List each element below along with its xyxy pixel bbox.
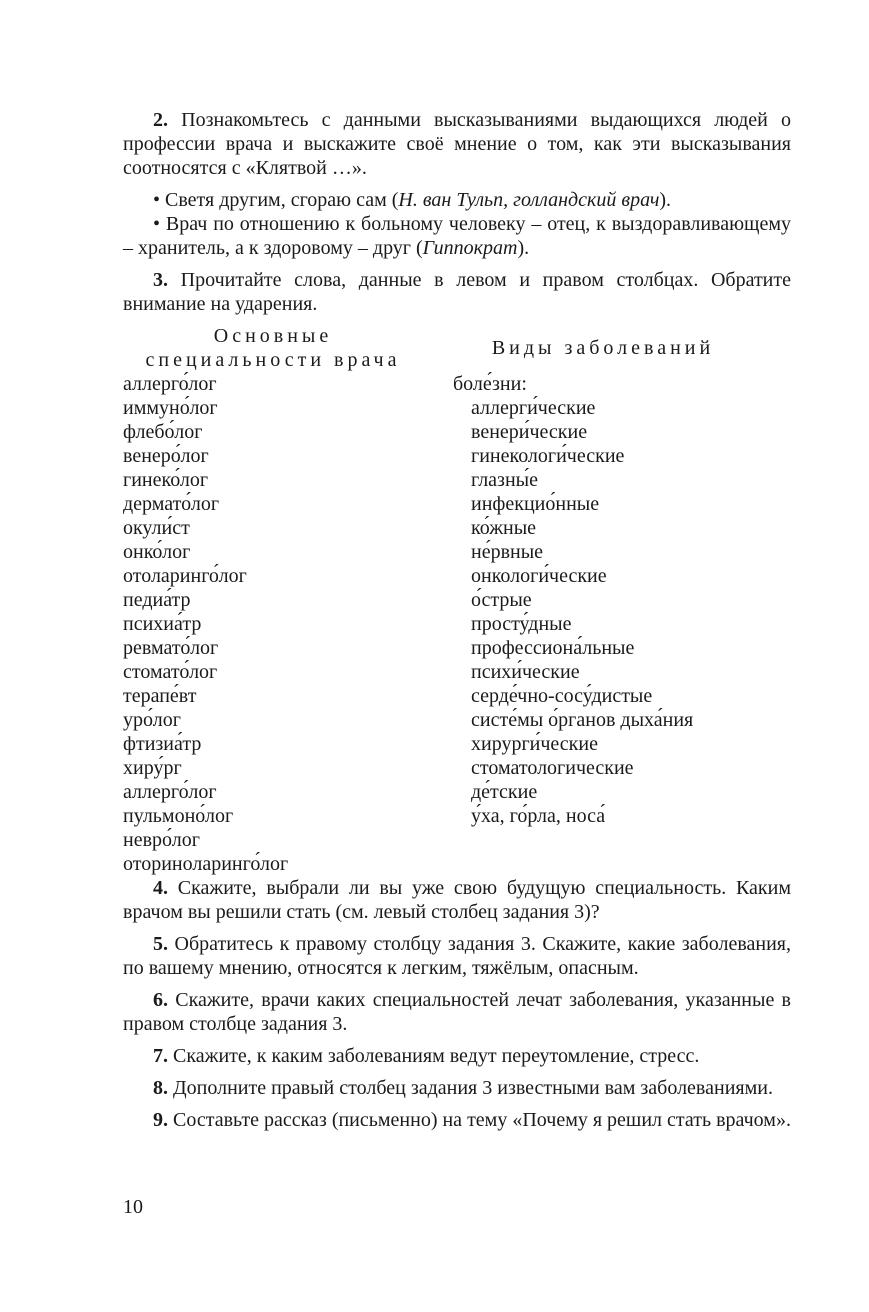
page-number: 10 bbox=[123, 1196, 143, 1218]
list-item: пульмоно́лог bbox=[123, 805, 234, 827]
task-2 bbox=[123, 108, 791, 180]
quote-author: Гиппократ bbox=[422, 237, 518, 259]
task-text: Скажите, выбрали ли вы уже свою будущую специальность. Каким врачом вы решили стать (см. левый столбец задания 3)? bbox=[123, 877, 792, 923]
list-item: венеро́лог bbox=[123, 445, 209, 467]
diseases-list bbox=[453, 396, 693, 828]
list-item: глазны́е bbox=[471, 469, 538, 491]
quote-text: • Врач по отношению к больному человеку – отец, к выздоравливающему – хранитель, а к здоровому – друг ( bbox=[123, 213, 791, 259]
task-number: 3. bbox=[153, 269, 168, 291]
right-column-heading: Виды заболеваний bbox=[491, 337, 715, 359]
diseases-intro: боле́зни: bbox=[453, 373, 527, 395]
task-6 bbox=[123, 988, 791, 1036]
diseases-block bbox=[453, 372, 693, 828]
list-item: не́рвные bbox=[471, 541, 544, 563]
list-item: психи́ческие bbox=[471, 661, 580, 683]
list-item: окули́ст bbox=[123, 517, 190, 539]
list-item: флебо́лог bbox=[123, 421, 203, 443]
list-item: иммуно́лог bbox=[123, 397, 218, 419]
task-7 bbox=[123, 1044, 791, 1068]
task-number: 9. bbox=[153, 1109, 168, 1131]
list-item: онко́лог bbox=[123, 541, 191, 563]
list-item: невро́лог bbox=[123, 829, 200, 851]
list-item: уро́лог bbox=[123, 709, 181, 731]
quote-item bbox=[123, 188, 791, 212]
task-text: Дополните правый столбец задания 3 известными вам заболеваниями. bbox=[173, 1077, 773, 1099]
list-item: инфекцио́нные bbox=[471, 493, 600, 515]
list-item: о́стрые bbox=[471, 589, 532, 611]
task-9 bbox=[123, 1108, 791, 1132]
quote-end: ). bbox=[517, 237, 530, 259]
list-item: аллерги́ческие bbox=[471, 397, 596, 419]
quote-author: Н. ван Тульп, голландский врач bbox=[398, 189, 660, 211]
task-text: Познакомьтесь с данными высказываниями выдающихся людей о профессии врача и выскажите своё мнение о том, как эти высказывания соотносятся с «Клятвой …». bbox=[123, 109, 791, 179]
quote-item bbox=[123, 212, 791, 260]
list-item: педиа́тр bbox=[123, 589, 191, 611]
quote-end: ). bbox=[659, 189, 672, 211]
list-item: стомато́лог bbox=[123, 661, 218, 683]
task-number: 5. bbox=[153, 933, 168, 955]
task-text: Прочитайте слова, данные в левом и правом столбцах. Обратите внимание на ударения. bbox=[123, 269, 792, 315]
list-item: хирурги́ческие bbox=[471, 733, 598, 755]
task-number: 2. bbox=[153, 109, 168, 131]
task-text: Скажите, врачи каких специальностей лечат заболевания, указанные в правом столбце задания 3. bbox=[123, 989, 791, 1035]
task-number: 4. bbox=[153, 877, 168, 899]
task-5 bbox=[123, 932, 791, 980]
task-number: 6. bbox=[153, 989, 168, 1011]
task-8 bbox=[123, 1076, 791, 1100]
list-item: оториноларинго́лог bbox=[123, 853, 289, 875]
list-item: систе́мы о́рганов дыха́ния bbox=[471, 709, 694, 731]
left-heading-line: Основные bbox=[213, 325, 333, 347]
list-item: гинеко́лог bbox=[123, 469, 209, 491]
task-3 bbox=[123, 268, 791, 316]
list-item: аллерго́лог bbox=[123, 781, 217, 803]
list-item: хиру́рг bbox=[123, 757, 182, 779]
specialties-list bbox=[123, 372, 288, 876]
page-content bbox=[123, 108, 791, 1140]
list-item: ко́жные bbox=[471, 517, 537, 539]
left-heading-line: специальности врача bbox=[145, 349, 401, 371]
list-item: дермато́лог bbox=[123, 493, 220, 515]
list-item: профессиона́льные bbox=[471, 637, 635, 659]
task-number: 8. bbox=[153, 1077, 168, 1099]
list-item: гинекологи́ческие bbox=[471, 445, 625, 467]
task-text: Обратитесь к правому столбцу задания 3. Скажите, какие заболевания, по вашему мнению, относятся к легким, тяжёлым, опасным. bbox=[123, 933, 791, 979]
list-item: просту́дные bbox=[471, 613, 572, 635]
quote-text: • Светя другим, сгораю сам ( bbox=[153, 189, 399, 211]
list-item: отоларинго́лог bbox=[123, 565, 247, 587]
word-columns bbox=[123, 324, 791, 875]
left-column-heading bbox=[123, 324, 423, 372]
list-item: терапе́вт bbox=[123, 685, 197, 707]
list-item: психиа́тр bbox=[123, 613, 202, 635]
quotes-list bbox=[123, 188, 791, 260]
list-item: стоматологические bbox=[471, 757, 634, 779]
list-item: фтизиа́тр bbox=[123, 733, 202, 755]
task-4 bbox=[123, 876, 791, 924]
list-item: онкологи́ческие bbox=[471, 565, 607, 587]
list-item: серде́чно-сосу́дистые bbox=[471, 685, 653, 707]
task-text: Скажите, к каким заболеваниям ведут переутомление, стресс. bbox=[173, 1045, 700, 1067]
list-item: де́тские bbox=[471, 781, 538, 803]
list-item: венери́ческие bbox=[471, 421, 588, 443]
task-number: 7. bbox=[153, 1045, 168, 1067]
task-text: Составьте рассказ (письменно) на тему «Почему я решил стать врачом». bbox=[173, 1109, 791, 1131]
list-item: ревмато́лог bbox=[123, 637, 219, 659]
list-item: у́ха, го́рла, носа́ bbox=[471, 805, 606, 827]
list-item: аллерго́лог bbox=[123, 373, 217, 395]
